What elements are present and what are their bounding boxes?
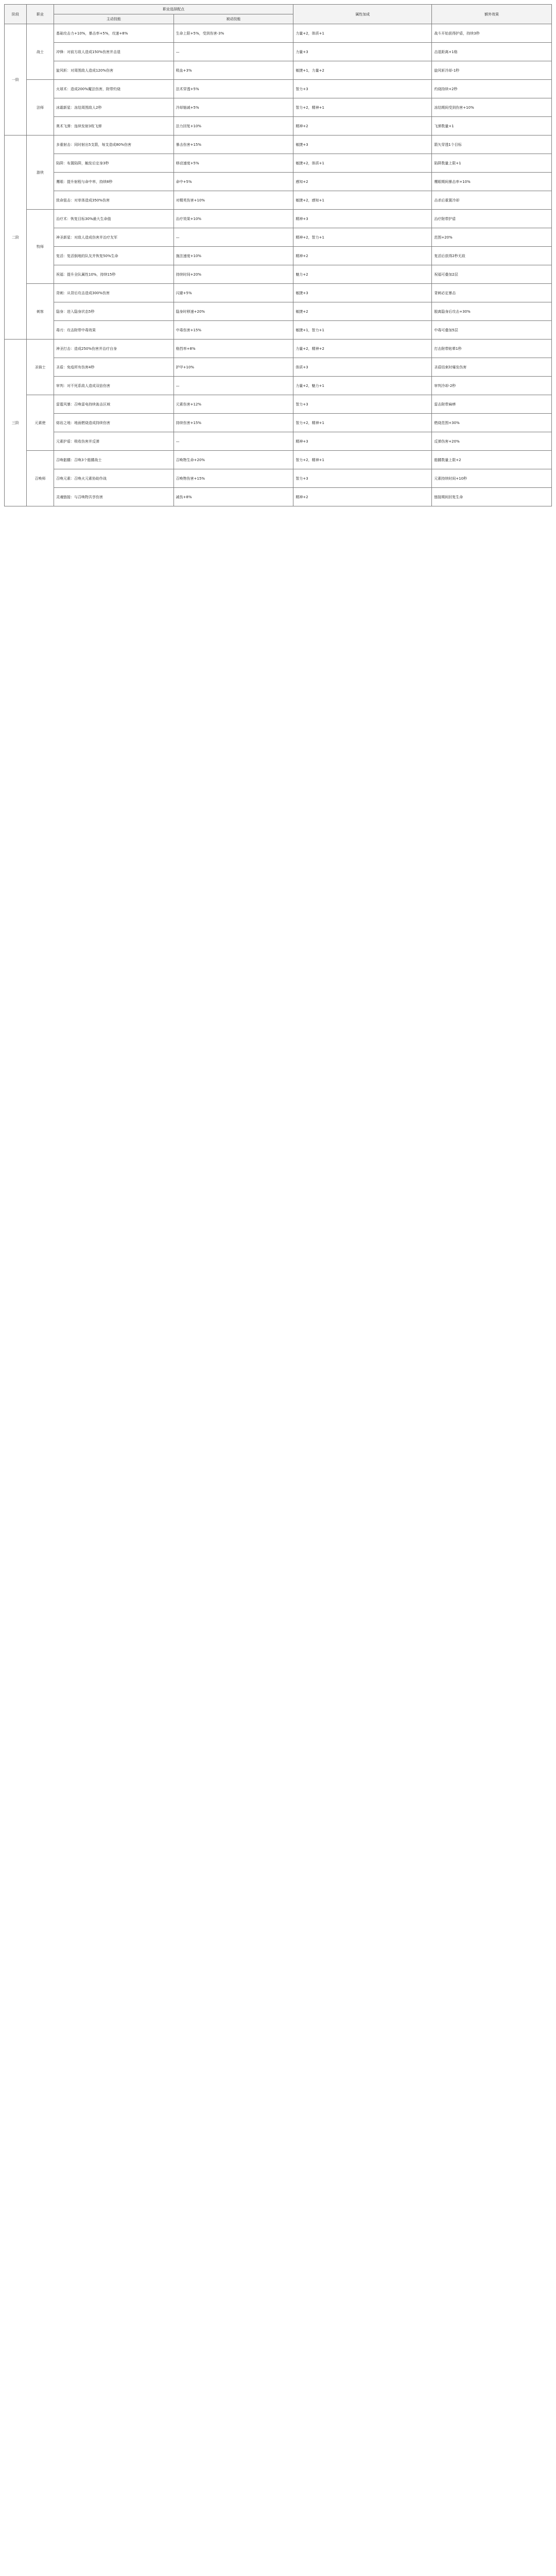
deep-skill-cell: 元素伤害+12% <box>173 395 293 414</box>
table-row <box>5 340 552 358</box>
table-row <box>5 414 552 432</box>
deep-skill-cell: 隐身时移速+20% <box>173 302 293 321</box>
main-skill-cell: 雷霆风暴：召唤雷电持续轰击区域 <box>54 395 174 414</box>
table-row <box>5 488 552 506</box>
header-main-skill: 主动技能 <box>54 14 174 24</box>
effect-cell: 旋风斩冷却-1秒 <box>432 61 552 80</box>
attribute-cell: 力量+2，精神+2 <box>293 340 432 358</box>
main-skill-cell: 神圣新星：对敌人造成伤害并治疗友军 <box>54 228 174 247</box>
table-row <box>5 284 552 302</box>
effect-cell: 箭矢穿透1个目标 <box>432 135 552 154</box>
table-row <box>5 358 552 377</box>
deep-skill-cell: 闪避+5% <box>173 284 293 302</box>
attribute-cell: 敏捷+2，感知+1 <box>293 191 432 210</box>
effect-cell: 中毒可叠加5层 <box>432 321 552 340</box>
attribute-cell: 魅力+2 <box>293 265 432 284</box>
effect-cell: 审判冷却-2秒 <box>432 377 552 395</box>
effect-cell: 雷击附带麻痹 <box>432 395 552 414</box>
deep-skill-cell: 法术穿透+5% <box>173 80 293 98</box>
deep-skill-cell: 吸血+3% <box>173 61 293 80</box>
table-row <box>5 191 552 210</box>
deep-skill-cell: 移动速度+5% <box>173 154 293 173</box>
deep-skill-cell: 召唤物生命+20% <box>173 451 293 469</box>
attribute-cell: 敏捷+3 <box>293 284 432 302</box>
deep-skill-cell: 对精英伤害+10% <box>173 191 293 210</box>
main-skill-cell: 元素护盾：吸收伤害并反弹 <box>54 432 174 451</box>
deep-skill-cell: — <box>173 228 293 247</box>
main-skill-cell: 召唤骷髅：召唤3个骷髅战士 <box>54 451 174 469</box>
header-tier: 阶段 <box>5 5 27 24</box>
category-cell: 召唤师 <box>27 451 54 506</box>
main-skill-cell: 奥术飞弹：连续发射3枚飞弹 <box>54 117 174 135</box>
effect-cell: 脱离隐身后攻击+30% <box>432 302 552 321</box>
deep-skill-cell: 护甲+10% <box>173 358 293 377</box>
table-row <box>5 377 552 395</box>
deep-skill-cell: 中毒伤害+15% <box>173 321 293 340</box>
effect-cell: 飞弹数量+1 <box>432 117 552 135</box>
table-row <box>5 43 552 61</box>
table-row <box>5 321 552 340</box>
attribute-cell: 精神+2，智力+1 <box>293 228 432 247</box>
table-row <box>5 469 552 488</box>
effect-cell: 冻结期间受到伤害+10% <box>432 98 552 117</box>
tier-cell: 二阶 <box>5 135 27 340</box>
main-skill-cell: 多重射击：同时射出5支箭，每支造成80%伤害 <box>54 135 174 154</box>
main-skill-cell: 毒刃：攻击附带中毒效果 <box>54 321 174 340</box>
attribute-cell: 敏捷+2 <box>293 302 432 321</box>
main-skill-cell: 陷阱：布置陷阱，触发后定身3秒 <box>54 154 174 173</box>
effect-cell: 击杀后重置冷却 <box>432 191 552 210</box>
effect-cell: 灼烧持续+2秒 <box>432 80 552 98</box>
deep-skill-cell: 持续时间+20% <box>173 265 293 284</box>
main-skill-cell: 旋风斩：对周围敌人造成120%伤害 <box>54 61 174 80</box>
table-row <box>5 154 552 173</box>
main-skill-cell: 治疗术：恢复目标30%最大生命值 <box>54 210 174 228</box>
table-row <box>5 432 552 451</box>
attribute-cell: 力量+2，魅力+1 <box>293 377 432 395</box>
category-cell: 元素使 <box>27 395 54 451</box>
table-row <box>5 135 552 154</box>
effect-cell: 战斗开始获得护盾，持续3秒 <box>432 24 552 43</box>
effect-cell: 击退距离+1格 <box>432 43 552 61</box>
category-cell: 法师 <box>27 80 54 135</box>
effect-cell: 元素持续时间+10秒 <box>432 469 552 488</box>
deep-skill-cell: 冷却缩减+5% <box>173 98 293 117</box>
deep-skill-cell: 治疗效果+10% <box>173 210 293 228</box>
attribute-cell: 精神+2 <box>293 117 432 135</box>
deep-skill-cell: 暴击伤害+15% <box>173 135 293 154</box>
main-skill-cell: 火球术：造成200%魔法伤害，附带灼烧 <box>54 80 174 98</box>
attribute-cell: 智力+2，精神+1 <box>293 451 432 469</box>
category-cell: 圣骑士 <box>27 340 54 395</box>
deep-skill-cell: 减伤+8% <box>173 488 293 506</box>
tier-cell: 一阶 <box>5 24 27 135</box>
attribute-cell: 精神+3 <box>293 432 432 451</box>
table-row <box>5 265 552 284</box>
effect-cell: 反弹伤害+20% <box>432 432 552 451</box>
main-skill-cell: 审判：对不死系敌人造成双倍伤害 <box>54 377 174 395</box>
table-row <box>5 247 552 265</box>
effect-cell: 祝福可叠加2层 <box>432 265 552 284</box>
attribute-cell: 感知+2 <box>293 173 432 191</box>
main-skill-cell: 基础攻击力+10%，暴击率+5%，攻速+8% <box>54 24 174 43</box>
main-skill-cell: 鹰眼：提升射程与命中率，持续8秒 <box>54 173 174 191</box>
effect-cell: 圣盾结束时爆发伤害 <box>432 358 552 377</box>
attribute-cell: 智力+2，精神+1 <box>293 414 432 432</box>
header-attribute: 属性加成 <box>293 5 432 24</box>
header-category: 职业 <box>27 5 54 24</box>
attribute-cell: 敏捷+3 <box>293 135 432 154</box>
deep-skill-cell: — <box>173 43 293 61</box>
attribute-cell: 精神+2 <box>293 247 432 265</box>
main-skill-cell: 召唤元素：召唤火元素协助作战 <box>54 469 174 488</box>
attribute-cell: 敏捷+1，力量+2 <box>293 61 432 80</box>
effect-cell: 治疗附带护盾 <box>432 210 552 228</box>
header-super: 职业选择配点 <box>54 5 293 14</box>
table-row <box>5 24 552 43</box>
attribute-cell: 精神+2 <box>293 488 432 506</box>
table-row <box>5 210 552 228</box>
attribute-cell: 力量+3 <box>293 43 432 61</box>
main-skill-cell: 复活：复活倒地的队友并恢复50%生命 <box>54 247 174 265</box>
deep-skill-cell: 施法速度+10% <box>173 247 293 265</box>
table-row <box>5 117 552 135</box>
deep-skill-cell: 生命上限+5%，受到伤害-3% <box>173 24 293 43</box>
table-row <box>5 98 552 117</box>
main-skill-cell: 圣盾：免疫所有伤害4秒 <box>54 358 174 377</box>
deep-skill-cell: — <box>173 377 293 395</box>
effect-cell: 范围+20% <box>432 228 552 247</box>
effect-cell: 打击附带眩晕1秒 <box>432 340 552 358</box>
attribute-cell: 智力+3 <box>293 80 432 98</box>
attribute-cell: 力量+2，体质+1 <box>293 24 432 43</box>
deep-skill-cell: 命中+5% <box>173 173 293 191</box>
table-row <box>5 395 552 414</box>
attribute-cell: 精神+3 <box>293 210 432 228</box>
deep-skill-cell: — <box>173 432 293 451</box>
attribute-cell: 体质+3 <box>293 358 432 377</box>
table-row <box>5 302 552 321</box>
attribute-cell: 智力+2，精神+1 <box>293 98 432 117</box>
deep-skill-cell: 法力回复+10% <box>173 117 293 135</box>
effect-cell: 骷髅数量上限+2 <box>432 451 552 469</box>
table-row <box>5 80 552 98</box>
main-skill-cell: 冰霜新星：冻结周围敌人2秒 <box>54 98 174 117</box>
attribute-cell: 智力+3 <box>293 469 432 488</box>
effect-cell: 鹰眼期间暴击率+10% <box>432 173 552 191</box>
table-row <box>5 61 552 80</box>
effect-cell: 燃烧范围+30% <box>432 414 552 432</box>
effect-cell: 背刺必定暴击 <box>432 284 552 302</box>
deep-skill-cell: 持续伤害+15% <box>173 414 293 432</box>
table-row <box>5 228 552 247</box>
deep-skill-cell: 格挡率+8% <box>173 340 293 358</box>
attribute-cell: 敏捷+2，体质+1 <box>293 154 432 173</box>
main-skill-cell: 隐身：进入隐身状态5秒 <box>54 302 174 321</box>
main-skill-cell: 冲锋：对前方敌人造成150%伤害并击退 <box>54 43 174 61</box>
main-skill-cell: 致命狙击：对单体造成350%伤害 <box>54 191 174 210</box>
main-skill-cell: 熔岩之地：地面燃烧造成持续伤害 <box>54 414 174 432</box>
attribute-cell: 敏捷+1，智力+1 <box>293 321 432 340</box>
tier-cell: 三阶 <box>5 340 27 506</box>
main-skill-cell: 灵魂链接：与召唤物共享伤害 <box>54 488 174 506</box>
header-effect: 额外效果 <box>432 5 552 24</box>
category-cell: 游侠 <box>27 135 54 210</box>
effect-cell: 链接期间回复生命 <box>432 488 552 506</box>
table-body <box>5 24 552 506</box>
table-row <box>5 451 552 469</box>
effect-cell: 复活后获得2秒无敌 <box>432 247 552 265</box>
main-skill-cell: 神圣打击：造成250%伤害并治疗自身 <box>54 340 174 358</box>
skill-table <box>4 4 552 506</box>
category-cell: 战士 <box>27 24 54 80</box>
deep-skill-cell: 召唤物伤害+15% <box>173 469 293 488</box>
header-deep-skill: 被动技能 <box>173 14 293 24</box>
category-cell: 刺客 <box>27 284 54 340</box>
main-skill-cell: 背刺：从背后攻击造成300%伤害 <box>54 284 174 302</box>
table-row <box>5 173 552 191</box>
main-skill-cell: 祝福：提升全队属性10%，持续15秒 <box>54 265 174 284</box>
category-cell: 牧师 <box>27 210 54 284</box>
attribute-cell: 智力+3 <box>293 395 432 414</box>
effect-cell: 陷阱数量上限+1 <box>432 154 552 173</box>
